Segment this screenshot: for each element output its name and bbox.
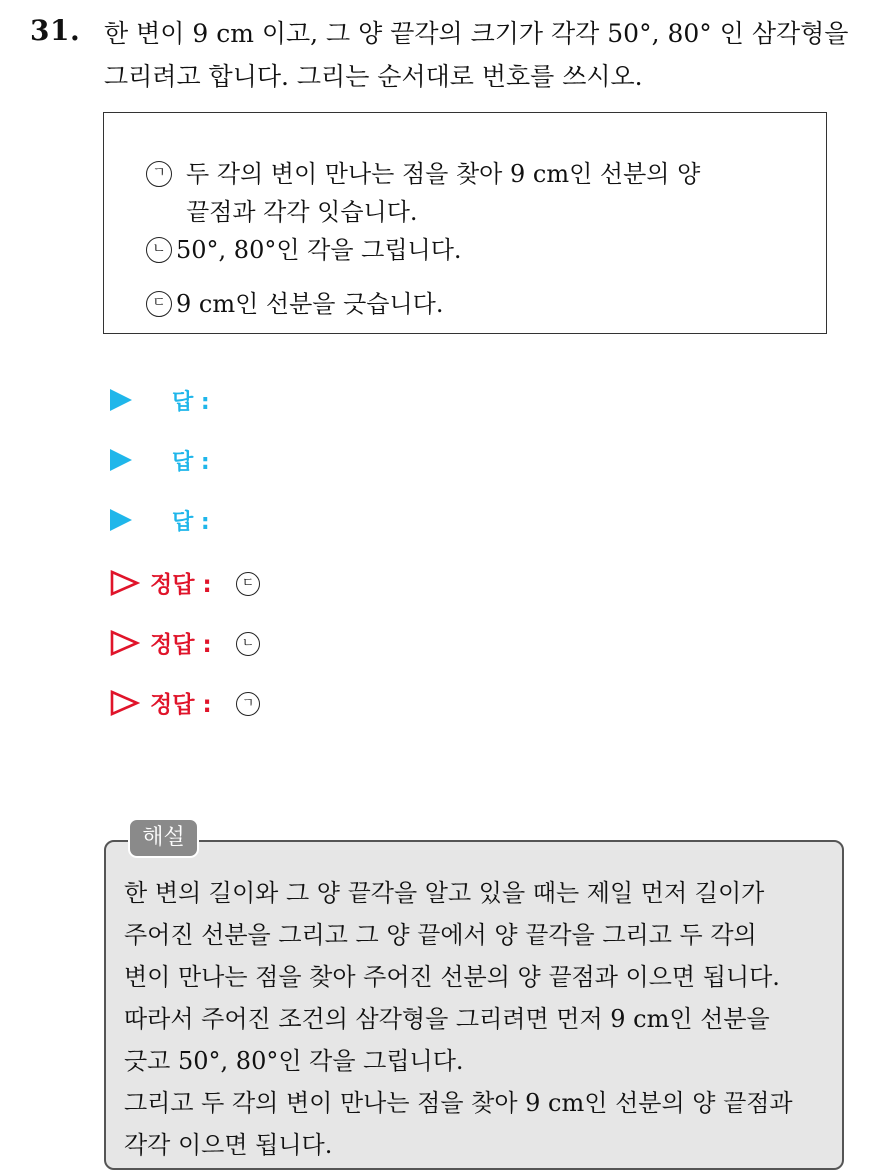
explanation-text: 한 변의 길이와 그 양 끝각을 알고 있을 때는 제일 먼저 길이가 주어진 선분을 그리고 그 양 끝에서 양 끝각을 그리고 두 각의 변이 만나는 점을 찾아 주어진 선분의 양 끝점과 이으면 됩니다. 따라서 주어진 조건의 삼각형을 그리려면 먼저 9 cm인 선분을 긋고 50°, 80°인 각을 그립니다. 그리고 두 각의 변이 만나는 점을 찾아 9 cm인 선분의 양 끝점과 각각 이으면 됩니다. [124,879,793,1159]
step-marker-2: ㄴ [146,237,172,263]
step-text-3: 9 cm인 선분을 긋습니다. [176,290,444,318]
correct-answer-marker: ㄷ [236,572,260,596]
correct-answer-label: 정답 : [150,692,212,718]
answer-row-2 [110,440,210,480]
question-number: 31. [30,14,81,47]
answer-label: 답 : [172,509,210,535]
correct-answer-label: 정답 : [150,572,212,598]
correct-answer-marker: ㄴ [236,632,260,656]
step-marker-3: ㄷ [146,291,172,317]
outline-play-icon [110,630,140,656]
answer-row-1 [110,380,210,420]
correct-answer-label: 정답 : [150,632,212,658]
play-icon [110,449,132,471]
step-text-1: 두 각의 변이 만나는 점을 찾아 9 cm인 선분의 양 끝점과 각각 잇습니다. [186,160,701,226]
outline-play-icon [110,570,140,596]
steps-box [103,112,827,334]
question-text: 한 변이 9 cm 이고, 그 양 끝각의 크기가 각각 50°, 80° 인 삼각형을 그리려고 합니다. 그리는 순서대로 번호를 쓰시오. [104,19,849,91]
answer-label: 답 : [172,449,210,475]
play-icon [110,389,132,411]
answer-row-3 [110,500,210,540]
outline-play-icon [110,690,140,716]
correct-answer-marker: ㄱ [236,692,260,716]
step-text-2: 50°, 80°인 각을 그립니다. [176,236,462,264]
step-marker-1: ㄱ [146,161,172,187]
answer-label: 답 : [172,389,210,415]
play-icon [110,509,132,531]
explanation-tab: 해설 [128,818,199,858]
